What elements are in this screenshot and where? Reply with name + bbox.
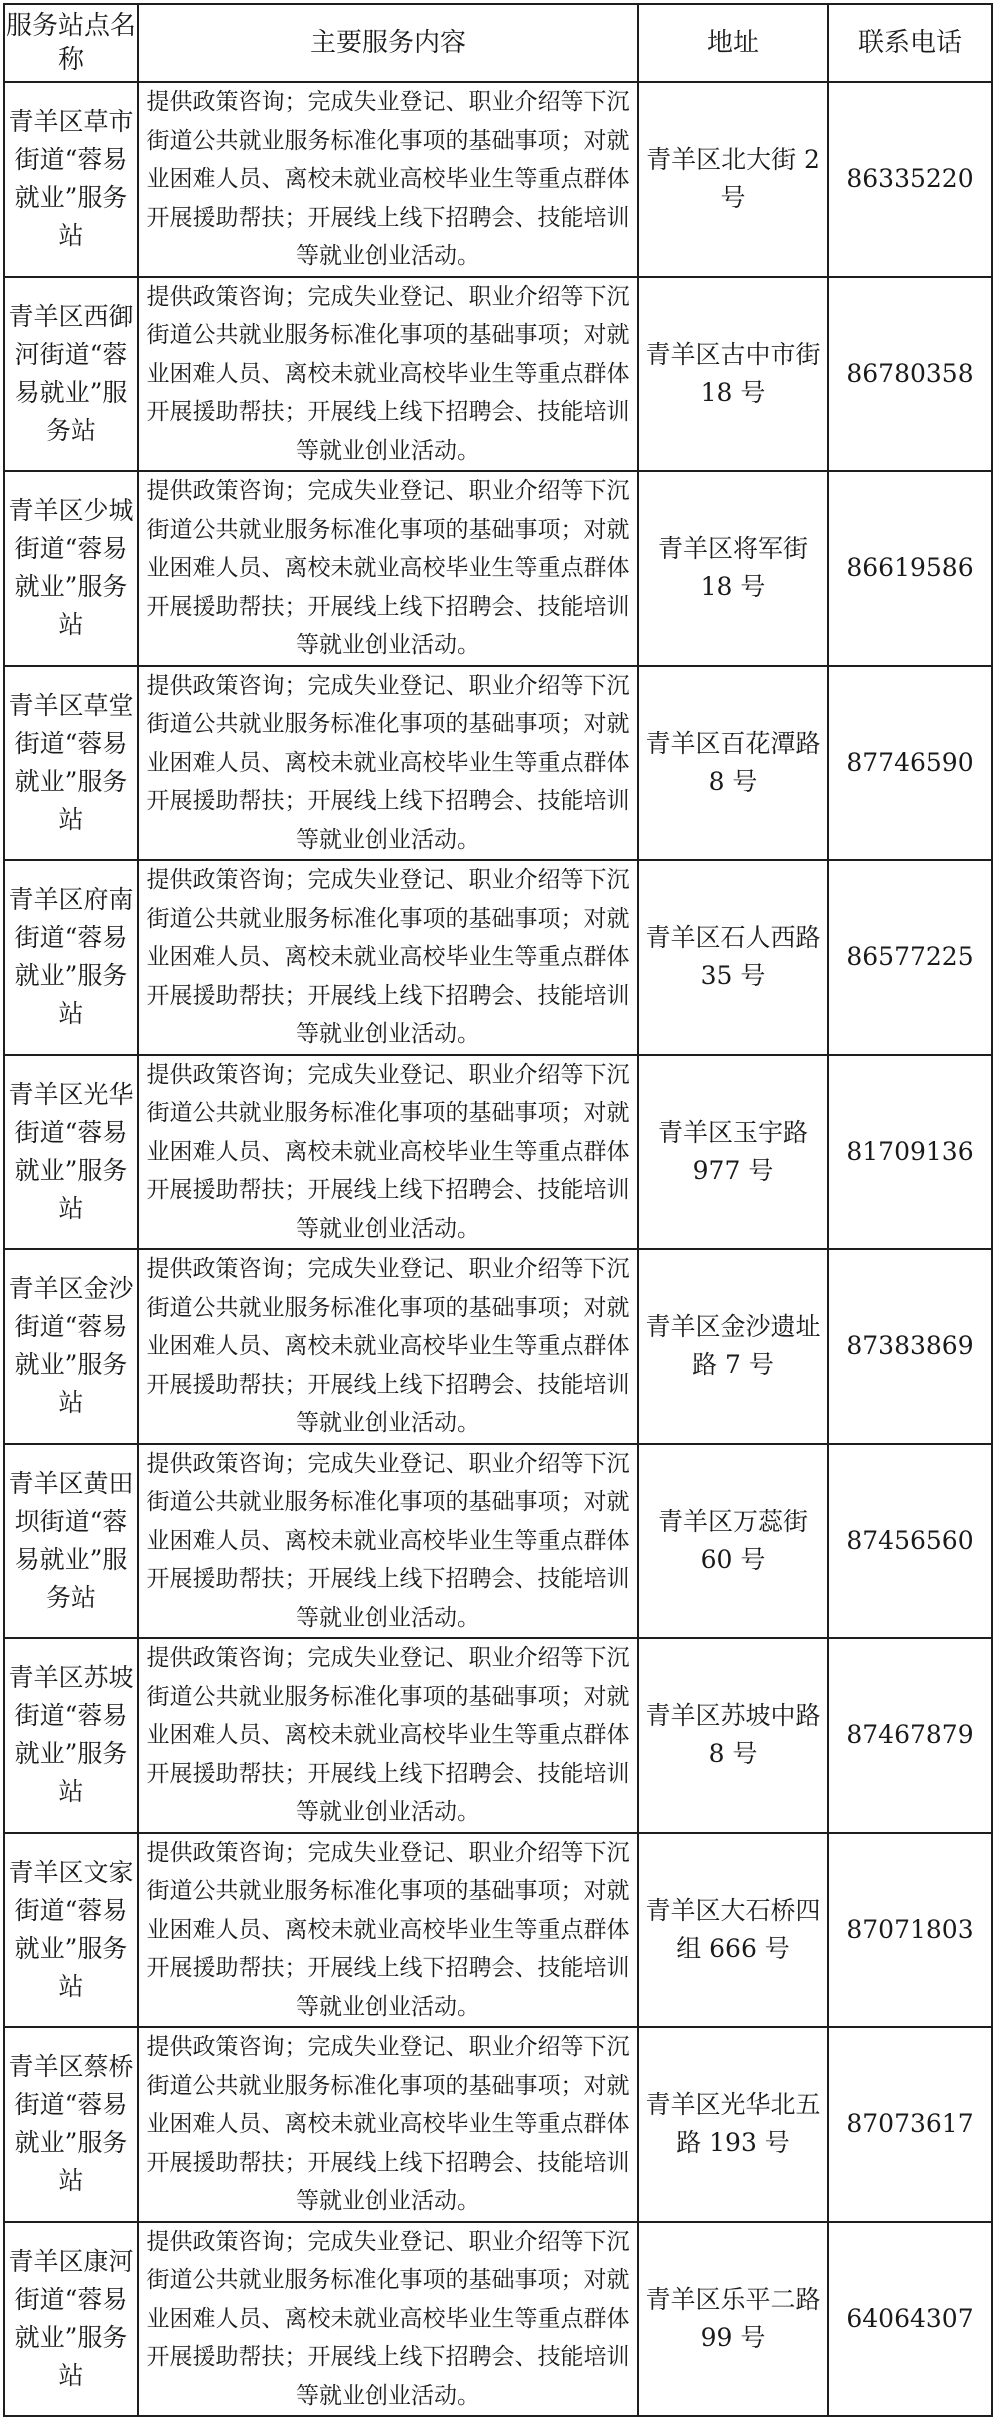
cell-service-content: 提供政策咨询；完成失业登记、职业介绍等下沉街道公共就业服务标准化事项的基础事项；对就业困难人员、离校未就业高校毕业生等重点群体开展援助帮扶；开展线上线下招聘会、技能培训等就业创业活动。 bbox=[138, 1638, 638, 1833]
table-row bbox=[4, 471, 992, 666]
cell-station-name: 青羊区金沙街道“蓉易就业”服务站 bbox=[4, 1249, 138, 1444]
cell-address: 青羊区万蕊街 60 号 bbox=[638, 1444, 828, 1639]
table-row bbox=[4, 1249, 992, 1444]
cell-service-content: 提供政策咨询；完成失业登记、职业介绍等下沉街道公共就业服务标准化事项的基础事项；对就业困难人员、离校未就业高校毕业生等重点群体开展援助帮扶；开展线上线下招聘会、技能培训等就业创业活动。 bbox=[138, 471, 638, 666]
cell-phone: 86577225 bbox=[828, 860, 992, 1055]
cell-address: 青羊区百花潭路 8 号 bbox=[638, 666, 828, 861]
cell-phone: 86780358 bbox=[828, 277, 992, 472]
cell-service-content: 提供政策咨询；完成失业登记、职业介绍等下沉街道公共就业服务标准化事项的基础事项；对就业困难人员、离校未就业高校毕业生等重点群体开展援助帮扶；开展线上线下招聘会、技能培训等就业创业活动。 bbox=[138, 1833, 638, 2028]
header-address: 地址 bbox=[638, 4, 828, 82]
table-row bbox=[4, 2027, 992, 2222]
cell-service-content: 提供政策咨询；完成失业登记、职业介绍等下沉街道公共就业服务标准化事项的基础事项；对就业困难人员、离校未就业高校毕业生等重点群体开展援助帮扶；开展线上线下招聘会、技能培训等就业创业活动。 bbox=[138, 666, 638, 861]
table-row bbox=[4, 860, 992, 1055]
table-header-row bbox=[4, 4, 992, 82]
cell-address: 青羊区将军街 18 号 bbox=[638, 471, 828, 666]
cell-service-content: 提供政策咨询；完成失业登记、职业介绍等下沉街道公共就业服务标准化事项的基础事项；对就业困难人员、离校未就业高校毕业生等重点群体开展援助帮扶；开展线上线下招聘会、技能培训等就业创业活动。 bbox=[138, 1444, 638, 1639]
cell-station-name: 青羊区草市街道“蓉易就业”服务站 bbox=[4, 82, 138, 277]
service-station-table-sheet bbox=[3, 3, 991, 2417]
table-row bbox=[4, 277, 992, 472]
cell-phone: 87467879 bbox=[828, 1638, 992, 1833]
cell-station-name: 青羊区草堂街道“蓉易就业”服务站 bbox=[4, 666, 138, 861]
table-row bbox=[4, 1833, 992, 2028]
cell-service-content: 提供政策咨询；完成失业登记、职业介绍等下沉街道公共就业服务标准化事项的基础事项；对就业困难人员、离校未就业高校毕业生等重点群体开展援助帮扶；开展线上线下招聘会、技能培训等就业创业活动。 bbox=[138, 860, 638, 1055]
cell-address: 青羊区苏坡中路 8 号 bbox=[638, 1638, 828, 1833]
cell-station-name: 青羊区黄田坝街道“蓉易就业”服务站 bbox=[4, 1444, 138, 1639]
cell-phone: 87456560 bbox=[828, 1444, 992, 1639]
cell-station-name: 青羊区康河街道“蓉易就业”服务站 bbox=[4, 2222, 138, 2417]
cell-station-name: 青羊区苏坡街道“蓉易就业”服务站 bbox=[4, 1638, 138, 1833]
cell-phone: 81709136 bbox=[828, 1055, 992, 1250]
cell-service-content: 提供政策咨询；完成失业登记、职业介绍等下沉街道公共就业服务标准化事项的基础事项；对就业困难人员、离校未就业高校毕业生等重点群体开展援助帮扶；开展线上线下招聘会、技能培训等就业创业活动。 bbox=[138, 1249, 638, 1444]
cell-address: 青羊区光华北五路 193 号 bbox=[638, 2027, 828, 2222]
cell-phone: 86335220 bbox=[828, 82, 992, 277]
table-row bbox=[4, 2222, 992, 2417]
cell-address: 青羊区北大街 2 号 bbox=[638, 82, 828, 277]
cell-station-name: 青羊区府南街道“蓉易就业”服务站 bbox=[4, 860, 138, 1055]
cell-address: 青羊区石人西路 35 号 bbox=[638, 860, 828, 1055]
table-row bbox=[4, 1055, 992, 1250]
cell-address: 青羊区玉宇路 977 号 bbox=[638, 1055, 828, 1250]
cell-service-content: 提供政策咨询；完成失业登记、职业介绍等下沉街道公共就业服务标准化事项的基础事项；对就业困难人员、离校未就业高校毕业生等重点群体开展援助帮扶；开展线上线下招聘会、技能培训等就业创业活动。 bbox=[138, 277, 638, 472]
table-body bbox=[4, 82, 992, 2416]
cell-station-name: 青羊区光华街道“蓉易就业”服务站 bbox=[4, 1055, 138, 1250]
cell-address: 青羊区古中市街 18 号 bbox=[638, 277, 828, 472]
cell-service-content: 提供政策咨询；完成失业登记、职业介绍等下沉街道公共就业服务标准化事项的基础事项；对就业困难人员、离校未就业高校毕业生等重点群体开展援助帮扶；开展线上线下招聘会、技能培训等就业创业活动。 bbox=[138, 2027, 638, 2222]
cell-address: 青羊区乐平二路 99 号 bbox=[638, 2222, 828, 2417]
header-phone: 联系电话 bbox=[828, 4, 992, 82]
cell-phone: 87383869 bbox=[828, 1249, 992, 1444]
cell-address: 青羊区大石桥四组 666 号 bbox=[638, 1833, 828, 2028]
table-row bbox=[4, 1444, 992, 1639]
table-row bbox=[4, 666, 992, 861]
table-row bbox=[4, 1638, 992, 1833]
header-station-name: 服务站点名称 bbox=[4, 4, 138, 82]
cell-phone: 86619586 bbox=[828, 471, 992, 666]
cell-service-content: 提供政策咨询；完成失业登记、职业介绍等下沉街道公共就业服务标准化事项的基础事项；对就业困难人员、离校未就业高校毕业生等重点群体开展援助帮扶；开展线上线下招聘会、技能培训等就业创业活动。 bbox=[138, 2222, 638, 2417]
cell-phone: 87746590 bbox=[828, 666, 992, 861]
cell-service-content: 提供政策咨询；完成失业登记、职业介绍等下沉街道公共就业服务标准化事项的基础事项；对就业困难人员、离校未就业高校毕业生等重点群体开展援助帮扶；开展线上线下招聘会、技能培训等就业创业活动。 bbox=[138, 1055, 638, 1250]
cell-station-name: 青羊区文家街道“蓉易就业”服务站 bbox=[4, 1833, 138, 2028]
cell-station-name: 青羊区西御河街道“蓉易就业”服务站 bbox=[4, 277, 138, 472]
service-station-table bbox=[3, 3, 993, 2417]
cell-station-name: 青羊区蔡桥街道“蓉易就业”服务站 bbox=[4, 2027, 138, 2222]
cell-station-name: 青羊区少城街道“蓉易就业”服务站 bbox=[4, 471, 138, 666]
cell-phone: 87071803 bbox=[828, 1833, 992, 2028]
cell-phone: 87073617 bbox=[828, 2027, 992, 2222]
cell-service-content: 提供政策咨询；完成失业登记、职业介绍等下沉街道公共就业服务标准化事项的基础事项；对就业困难人员、离校未就业高校毕业生等重点群体开展援助帮扶；开展线上线下招聘会、技能培训等就业创业活动。 bbox=[138, 82, 638, 277]
cell-address: 青羊区金沙遗址路 7 号 bbox=[638, 1249, 828, 1444]
cell-phone: 64064307 bbox=[828, 2222, 992, 2417]
header-service-content: 主要服务内容 bbox=[138, 4, 638, 82]
table-row bbox=[4, 82, 992, 277]
